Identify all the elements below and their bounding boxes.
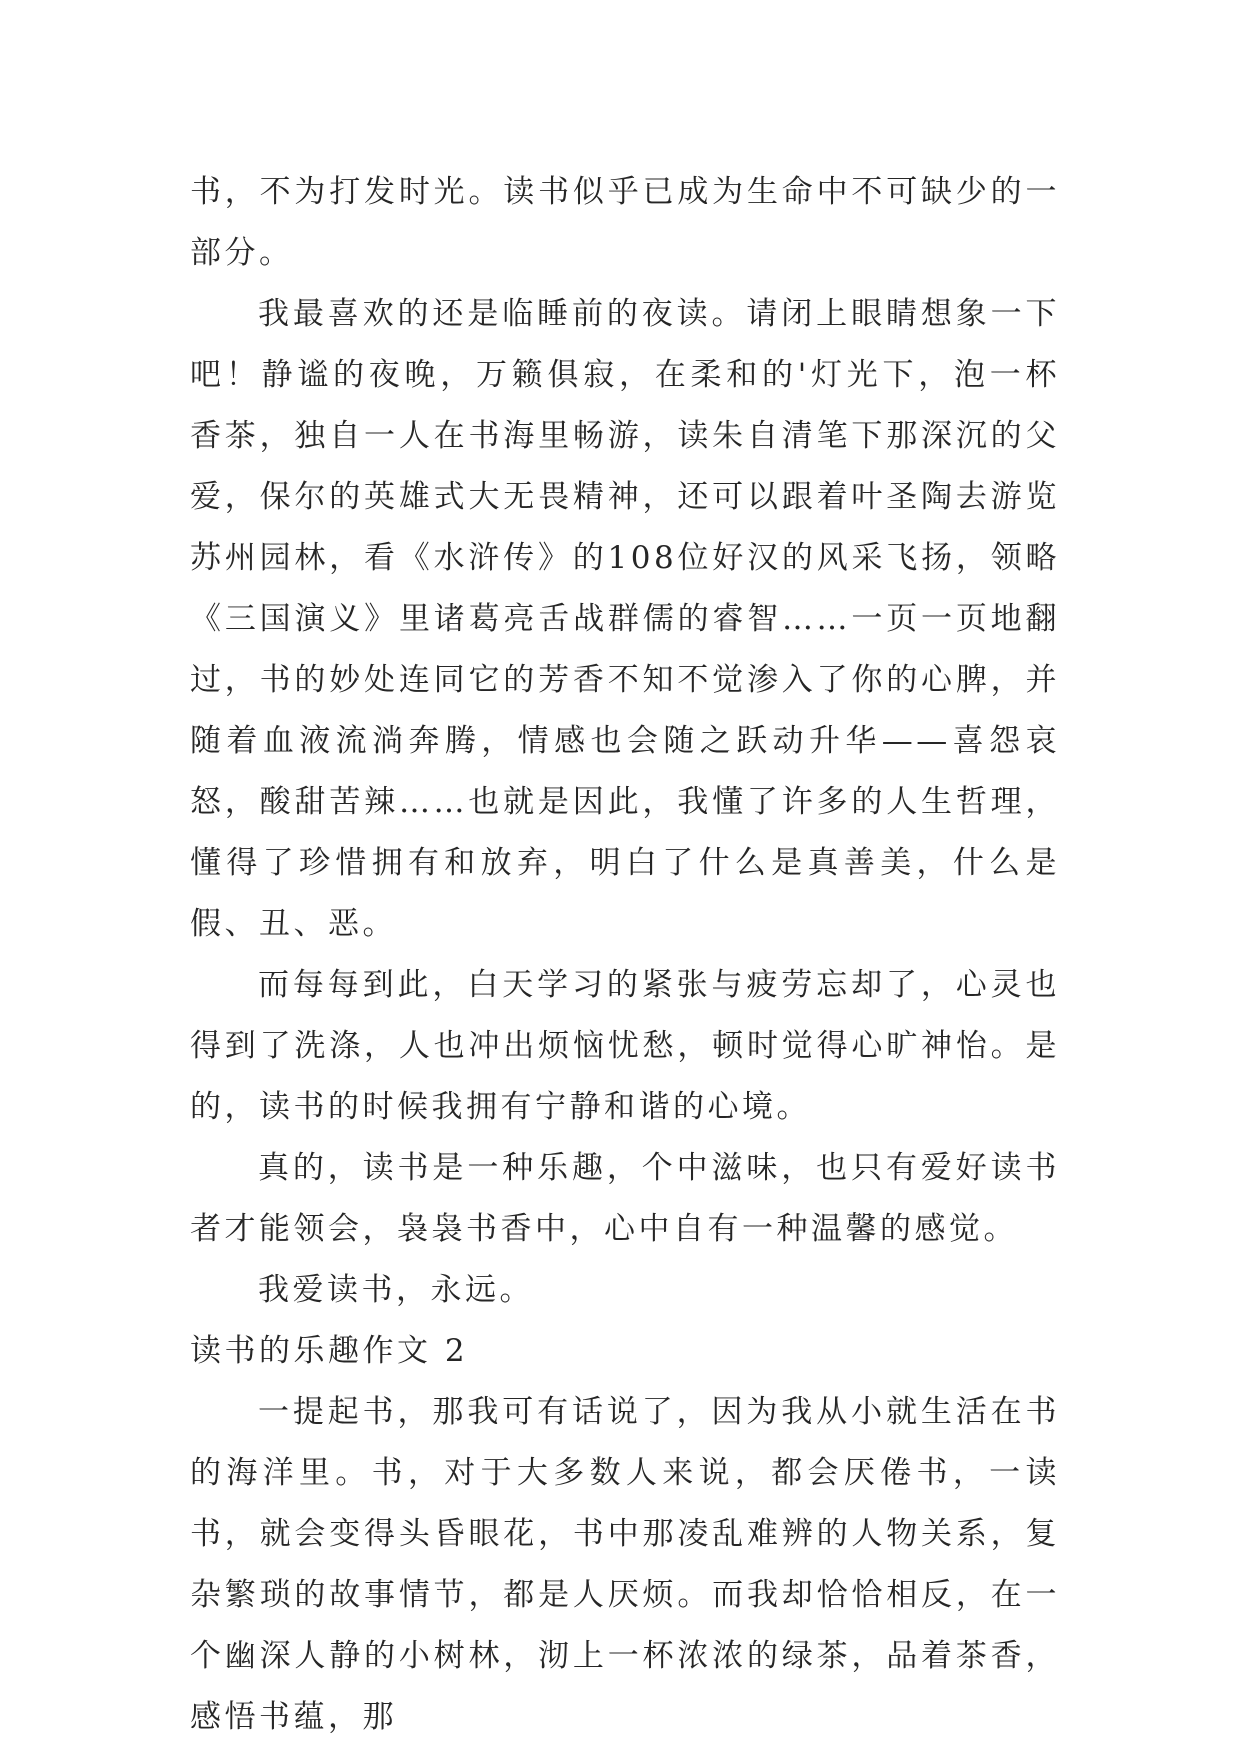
paragraph-joy: 真的，读书是一种乐趣，个中滋味，也只有爱好读书者才能领会，袅袅书香中，心中自有一种温馨的感觉。	[190, 1150, 1060, 1247]
document-body	[190, 162, 1060, 1748]
paragraph-night-reading: 我最喜欢的还是临睡前的夜读。请闭上眼睛想象一下吧！静谧的夜晚，万籁俱寂，在柔和的'灯光下，泡一杯香茶，独自一人在书海里畅游，读朱自清笔下那深沉的父爱，保尔的英雄式大无畏精神，还可以跟着叶圣陶去游览苏州园林，看《水浒传》的108位好汉的风采飞扬，领略《三国演义》里诸葛亮舌战群儒的睿智……一页一页地翻过，书的妙处连同它的芳香不知不觉渗入了你的心脾，并随着血液流淌奔腾，情感也会随之跃动升华——喜怨哀怒，酸甜苦辣……也就是因此，我懂了许多的人生哲理，懂得了珍惜拥有和放弃，明白了什么是真善美，什么是假、丑、恶。	[190, 296, 1060, 942]
paragraph-relief: 而每每到此，白天学习的紧张与疲劳忘却了，心灵也得到了洗涤，人也冲出烦恼忧愁，顿时觉得心旷神怡。是的，读书的时候我拥有宁静和谐的心境。	[190, 967, 1060, 1125]
paragraph-continuation: 书，不为打发时光。读书似乎已成为生命中不可缺少的一部分。	[190, 174, 1060, 271]
paragraph-essay-two-intro: 一提起书，那我可有话说了，因为我从小就生活在书的海洋里。书，对于大多数人来说，都会厌倦书，一读书，就会变得头昏眼花，书中那凌乱难辨的人物关系，复杂繁琐的故事情节，都是人厌烦。而我却恰恰相反，在一个幽深人静的小树林，沏上一杯浓浓的绿茶，品着茶香，感悟书蕴，那	[190, 1394, 1060, 1735]
essay-title: 读书的乐趣作文 2	[190, 1333, 469, 1369]
paragraph-love-reading: 我爱读书，永远。	[258, 1272, 534, 1308]
